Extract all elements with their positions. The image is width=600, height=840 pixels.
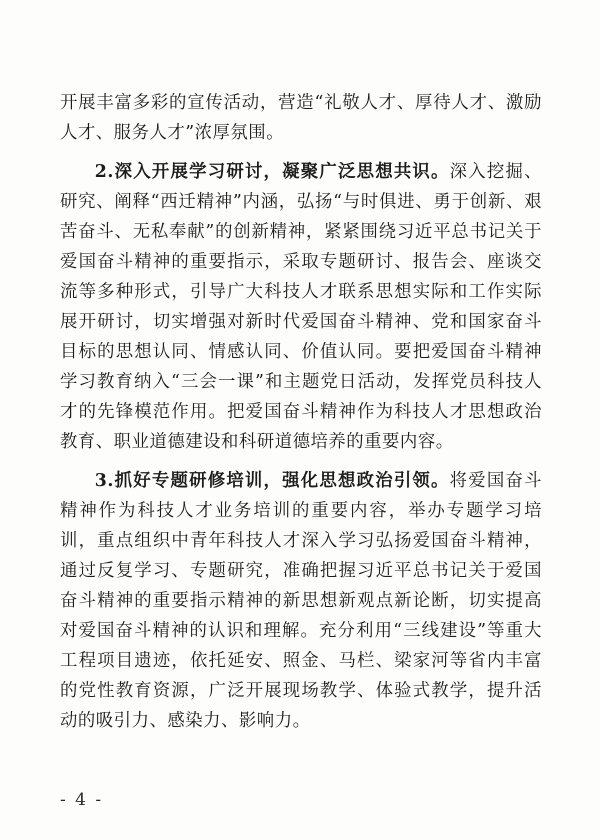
- paragraph-continuation: [60, 88, 542, 148]
- paragraph-text: 将爱国奋斗精神作为科技人才业务培训的重要内容，举办专题学习培训，重点组织中青年科技人才深入学习弘扬爱国奋斗精神，通过反复学习、专题研究，准确把握习近平总书记关于爱国奋斗精神的重要指示精神的新思想新观点新论断，切实提高对爱国奋斗精神的认识和理解。充分利用“三线建设”等重大工程项目遗迹，依托延安、照金、马栏、梁家河等省内丰富的党性教育资源，广泛开展现场教学、体验式教学，提升活动的吸引力、感染力、影响力。: [60, 471, 542, 731]
- paragraph-heading: 3.抓好专题研修培训，强化思想政治引领。: [94, 471, 450, 491]
- body-text: [60, 88, 542, 736]
- paragraph-text: 开展丰富多彩的宣传活动，营造“礼敬人才、厚待人才、激励人才、服务人才”浓厚氛围。: [60, 93, 542, 143]
- paragraph-study-discussion: [60, 157, 542, 457]
- paragraph-heading: 2.深入开展学习研讨，凝聚广泛思想共识。: [94, 162, 450, 182]
- paragraph-text: 深入挖掘、研究、阐释“西迁精神”内涵，弘扬“与时俱进、勇于创新、艰苦奋斗、无私奉献”的创新精神，紧紧围绕习近平总书记关于爱国奋斗精神的重要指示，采取专题研讨、报告会、座谈交流等多种形式，引导广大科技人才联系思想实际和工作实际展开研讨，切实增强对新时代爱国奋斗精神、党和国家奋斗目标的思想认同、情感认同、价值认同。要把爱国奋斗精神学习教育纳入“三会一课”和主题党日活动，发挥党员科技人才的先锋模范作用。把爱国奋斗精神作为科技人才思想政治教育、职业道德建设和科研道德培养的重要内容。: [60, 162, 542, 452]
- paragraph-training: [60, 466, 542, 736]
- page-number: - 4 -: [60, 790, 104, 810]
